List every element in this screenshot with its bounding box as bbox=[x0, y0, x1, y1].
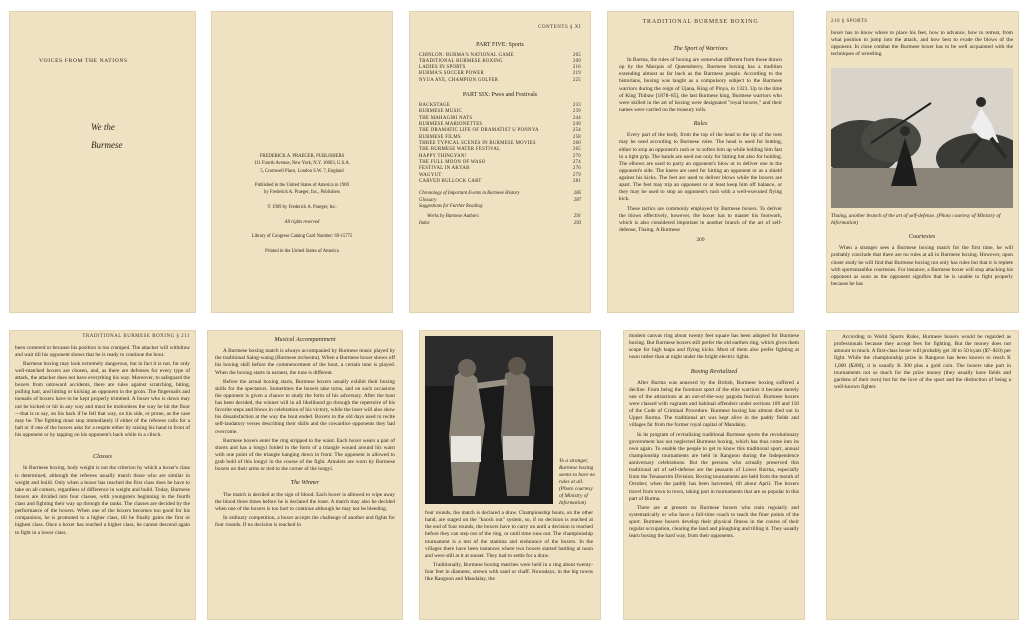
section-heading: Boxing Revitalized bbox=[690, 367, 738, 375]
toc-entry-page: 254 bbox=[572, 128, 581, 134]
copyright-line: All rights reserved bbox=[284, 219, 320, 225]
toc-entry-title: BURMESE FILMS bbox=[419, 134, 461, 140]
book-page-212 bbox=[207, 330, 403, 620]
toc-part-six: PART SIX: Pwes and Festivals bbox=[462, 92, 538, 99]
toc-entry-page: 285 bbox=[573, 191, 581, 197]
toc-entry-title: BACKSTAGE bbox=[419, 103, 451, 109]
toc-part-six-list bbox=[419, 103, 581, 185]
toc-part-five-list bbox=[419, 53, 581, 85]
body-paragraph: When a stranger sees a Burmese boxing match for the first time, he will probably conclude that there are no rules at all in Burmese boxing. However, upon closer study he will find that Burmese boxing not only has rules but that it is replete with sportsmanlike courtesies. For instance, a Burmese boxer will stop attacking his opponent as soon as the opponent signifies that he is unable to fight properly because he has bbox=[831, 245, 1013, 287]
toc-entry-title: CARVED BULLOCK CART bbox=[419, 178, 482, 184]
photo-caption: Thaing, another branch of the art of self-defense. (Photo courtesy of Ministry of Information) bbox=[831, 213, 1001, 227]
book-page-214 bbox=[623, 330, 805, 620]
toc-entry-title: WAGYUT bbox=[419, 172, 442, 178]
toc-entry-page: 293 bbox=[573, 220, 581, 226]
body-paragraph: Every part of the body, from the top of the head to the tip of the toes may be used according to Burmese rules. The head is used for butting, either to stop an opponent's rush or to soften him up while holding him fast in a tight grip. The hands are used not only for hitting but also for holding. The elbows are used to parry an opponent's blow or to deliver one in the opponent's side. The knees are used for hitting an opponent or as a shield against his kicks. The feet are used to deliver blows while the boxers are apart. The feet may trip an opponent or at least keep him off balance, or they may be used to stop an opponent's rush with a well-executed flying kick. bbox=[619, 132, 782, 203]
copyright-line bbox=[221, 211, 383, 218]
photo-boxing-illustration bbox=[425, 336, 553, 504]
book-title-line2: Burmese bbox=[91, 140, 123, 150]
section-heading: The Sport of Warriors bbox=[673, 44, 728, 52]
toc-entry-page: 287 bbox=[573, 197, 581, 203]
body-paragraph: four rounds, the match is declared a draw. Championship bouts, on the other hand, are staged on the "knock out" system, so, if no decision is reached at the end of four rounds, the boxers have to carry on until a decision is reached before they can step out of the ring, or until time runs out. The championship tournament is a test of the stamina and endurance of the boxers. In the villages there have been instances where two boxers started battling at noon and were still at it at sunset. They had to settle for a draw. bbox=[425, 510, 593, 559]
photo-boxing-match bbox=[425, 336, 553, 504]
toc-entry-page: 249 bbox=[572, 122, 581, 128]
running-header: CONTENTS § XI bbox=[538, 25, 581, 30]
page-number: 209 bbox=[696, 237, 705, 244]
copyright-line: Published in the United States of America in 1969 bbox=[255, 183, 349, 189]
section-heading: Classes bbox=[93, 453, 112, 461]
body-paragraph: There are at present no Burmese boxers who train regularly and systematically or who have a full-time coach to teach the finer points of the sport. Burmese boxers develop their physical fitness in the course of their regular occupation, clearing the land and ploughing and tilling it. They usually learn boxing the hard way, from their opponents. bbox=[629, 504, 799, 540]
toc-entry-page: 270 bbox=[572, 153, 581, 159]
toc-entry-page: 225 bbox=[572, 77, 581, 83]
book-title-line1: We the bbox=[91, 122, 115, 132]
body-paragraph: In ordinary competition, a boxer accepts the challenge of another and fights for four rounds. If no decision is reached in bbox=[215, 514, 395, 528]
copyright-line bbox=[221, 240, 383, 247]
body-paragraph: In Burmese boxing, body weight is not the criterion by which a boxer's class is determined, although the referees usually match those who are similar in weight and build. Only when a boxer has reached the first class does he have to take on all comers, regardless of difference in weight and build. Today, Burmese boxers are divided into four classes, with youngsters beginning in the fourth class and fighting their way up through the ranks. The classes are decided by the performance of the boxers. When one of the boxers becomes too good for his companions, he is promoted to a higher class, till he finally gains the first or highest class. Once a boxer has reached a higher class, he cannot descend again to fight in a lower class. bbox=[15, 465, 190, 536]
book-page-213 bbox=[419, 330, 601, 620]
toc-entry-title: Chronology of Important Events in Burmese History bbox=[419, 191, 520, 197]
toc-entry-page: 265 bbox=[572, 147, 581, 153]
book-page-211 bbox=[9, 330, 196, 620]
body-paragraph: A Burmese boxing match is always accompanied by Burmese music played by the traditional Saing-waing (Burmese orchestra). When a Burmese boxer shows off his boxing skill before the commencement of the bout, a certain tune is played. When the boxing starts in earnest, the tune is different. bbox=[215, 348, 395, 376]
body-paragraph: modern canvas ring about twenty feet square has been adopted for Burmese boxing. But Burmese boxers still prefer the old earthen ring, which gives them scope for high leaps and flying kicks. Most of them also prefer fighting at noon rather than at night under the bright electric lights. bbox=[629, 333, 799, 361]
toc-entry-page: 281 bbox=[572, 178, 581, 184]
copyright-line: FREDERICK A. PRAEGER, PUBLISHERS bbox=[259, 154, 345, 159]
copyright-line: 111 Fourth Avenue, New York, N.Y. 10003, U.S.A. bbox=[254, 161, 350, 167]
toc-entry-page: 216 bbox=[572, 65, 581, 71]
book-page-209 bbox=[607, 11, 794, 313]
copyright-line: © 1969 by Frederick A. Praeger, Inc. bbox=[267, 204, 337, 210]
running-header: TRADITIONAL BURMESE BOXING § 211 bbox=[82, 334, 190, 339]
toc-entry-page: 244 bbox=[572, 115, 581, 121]
copyright-line bbox=[221, 197, 383, 204]
toc-entry-title: THREE TYPICAL SCENES IN BURMESE MOVIES bbox=[419, 141, 536, 147]
toc-entry-title: Works by Burmese Authors bbox=[427, 214, 479, 220]
photo-thaing-illustration bbox=[831, 68, 1013, 208]
running-header: 210 § SPORTS bbox=[831, 19, 868, 24]
toc-entry-title: TRADITIONAL BURMESE BOXING bbox=[419, 58, 503, 64]
toc-entry[interactable] bbox=[419, 204, 581, 210]
toc-entry-title: BURMA'S SOCCER POWER bbox=[419, 71, 484, 77]
toc-entry-title: THE DRAMATIC LIFE OF DRAMATIST U PONNYA bbox=[419, 128, 539, 134]
toc-entry-title: LADIES IN SPORTS bbox=[419, 65, 466, 71]
body-paragraph: In Burma, the rules of boxing are somewhat different from those drawn up by the Marquis of Queensberry. Burmese boxing has a tradition extending almost as far back as the Burmese people. According to the historians, boxing was taught as a compulsory subject to the Burmese warriors during the reign of Ujana, King of Pinya, in 1323. Up to the time of King Thibaw [1878–85], the last Burmese king, Burmese warriors who were skilled in the art of boxing were designated "royal boxers," and their names were carried on the treasury rolls. bbox=[619, 57, 782, 113]
section-heading: The Winner bbox=[290, 479, 320, 487]
copyright-line bbox=[221, 175, 383, 182]
body-paragraph: Before the actual boxing starts, Burmese boxers usually exhibit their boxing skills for the spectators. Sometimes the boxers take turns, and on such occasions the opponent is given a chance to study the form of his adversary. After the bout has been decided, the winner will in all likelihood go through the repertoire of his favorite steps and blows in celebration of his victory, while the loser will also show his dissatisfaction at the way the bout ended. Boxers in the old days used to recite self-laudatory verses describing their skills and the cowardice opponents they had overcome. bbox=[215, 378, 395, 435]
book-page-contents bbox=[409, 11, 591, 313]
toc-entry-title: Suggestions for Further Reading: bbox=[419, 203, 484, 209]
toc-entry-page: 233 bbox=[572, 103, 581, 109]
toc-entry-title: NYUA AYE, CHAMPION GOLFER bbox=[419, 77, 499, 83]
toc-entry-title: CHINLON: BURMA'S NATIONAL GAME bbox=[419, 52, 514, 58]
body-paragraph: According to World Sports Rules, Burmese boxers would be regarded as professionals because they accept fees for fighting. But the money does not amount to much. A first-class boxer will probably get 30 to 50 kyats ($7–$10) per fight. While the championship prize in Rangoon has been known to reach K 1,000 ($200), it is usually K 300 plus a gold coin. The boxers take part in tournaments not so much for the prize money (they usually have fields and gardens of their own) but for the love of the sport and the distinction of being a well-known fighter. bbox=[834, 334, 1011, 390]
photo-thaing-self-defense bbox=[831, 68, 1013, 208]
body-paragraph: Burmese boxing may look extremely dangerous, but in fact it is not, for only well-matched boxers are chosen, and, as there are defenses for every type of attack, the attacker does not have everything his way. Moreover, to safeguard the boxers from untoward accidents, there are rules against scratching, biting, pulling hair, and hitting or kicking an opponent in the groin. The fingernails and toenails of boxers have to be kept properly trimmed. A boxer who is down may not be kicked or hit in any way and must lie motionless the way he hit the floor—that is to say, on his back if he fell that way, on his side, or prone, as the case may be. The fighting must stop immediately if either of the referees calls for a halt or if one of the boxers asks for a respite either by raising his hand in front of his opponent or by tapping on his opponent's back while in a clinch. bbox=[15, 360, 190, 439]
body-paragraph: Burmese boxers enter the ring stripped to the waist. Each boxer wears a pair of shorts and has a longyi folded in the form of a triangle wound around his waist with one point of the triangle hanging down in front. The opponent is allowed to grab hold of this longyi in the course of the fight. Amulets are worn by Burmese boxers on their arms or tied to the corner of the longyi. bbox=[215, 437, 395, 473]
toc-entry-page: 260 bbox=[572, 141, 581, 147]
toc-entry-title: THE FULL MOON OF WASO bbox=[419, 160, 486, 165]
toc-entry-page: 219 bbox=[572, 71, 581, 77]
toc-entry-page: 209 bbox=[572, 58, 581, 64]
toc-entry-page: 274 bbox=[572, 160, 581, 165]
copyright-block bbox=[221, 153, 383, 255]
section-heading: Courtesies bbox=[908, 233, 936, 241]
toc-entry-page: 239 bbox=[572, 109, 581, 115]
toc-entry[interactable] bbox=[419, 179, 581, 185]
toc-entry-title: FESTIVAL IN AKYAB bbox=[419, 166, 470, 172]
toc-entry[interactable] bbox=[419, 78, 581, 84]
book-page-copyright bbox=[211, 11, 393, 313]
book-page-215 bbox=[826, 330, 1019, 620]
series-header: VOICES FROM THE NATIONS bbox=[39, 58, 128, 64]
body-paragraph: These tactics are commonly employed by Burmese boxers. To deliver the blows effectively, however, the boxer has to master his footwork, which is also considered important in another branch of the art of self-defense, Thaing. A Burmese bbox=[619, 205, 782, 233]
copyright-line: by Frederick A. Praeger, Inc., Publishers bbox=[264, 190, 340, 196]
photo-caption: To a stranger, Burmese boxing seems to have no rules at all. (Photo courtesy of Ministry of Information) bbox=[559, 458, 596, 506]
toc-entry-title: HAPPY THINGYAN! bbox=[419, 153, 467, 159]
toc-backmatter-list bbox=[419, 191, 581, 210]
toc-entry-title: THE BURMESE WATER FESTIVAL bbox=[419, 147, 501, 153]
toc-entry-title: BURMESE MARIONETTES bbox=[419, 122, 483, 128]
copyright-line: Library of Congress Catalog Card Number: 69-15775 bbox=[251, 234, 353, 240]
section-heading: Rules bbox=[693, 120, 708, 128]
body-paragraph: boxer has to know where to place his feet, how to advance, how to retreat, from what position to jump into the attack, and how best to evade the blows of the opponent. In close combat the Burmese boxer has to be well acquainted with the techniques of wrestling. bbox=[831, 29, 1013, 57]
section-heading: Musical Accompaniment bbox=[274, 336, 336, 343]
toc-entry-page: 276 bbox=[572, 166, 581, 172]
body-paragraph: Traditionally, Burmese boxing matches were held in a ring about twenty-four feet in diameter, strewn with sand or chaff. Nowadays, in the big towns like Rangoon and Mandalay, the bbox=[425, 561, 593, 583]
toc-entry-title: Glossary bbox=[419, 197, 437, 203]
toc-entry-title: THE MAHAGIRI NATS bbox=[419, 115, 473, 121]
body-paragraph: In its program of revitalizing traditional Burmese sports the revolutionary government has not neglected Burmese boxing, which has thus come into its own again. To enable the people to get to know this traditional sport, annual championship tournaments are held in Rangoon during the Independence anniversary celebrations. But the persons who actually preserved this traditional art of self-defense are the peasants of Lower Burma, especially from the Tenasserim Division. Boxing tournaments are held from the month of October, when the paddy has been harvested, till about April. The boxers travel from town to town, taking part in tournaments that are so popular in this part of Burma. bbox=[629, 431, 799, 502]
toc-entry-page: 205 bbox=[572, 52, 581, 58]
body-paragraph: been cornered or because his position is too cramped. The attacker will withdraw and wait till his opponent shows that he is ready to continue the bout. bbox=[15, 344, 190, 358]
toc-entry-title: BURMESE MUSIC bbox=[419, 109, 462, 115]
toc-entry-page: 279 bbox=[572, 172, 581, 178]
toc-entry-title: Index bbox=[419, 220, 430, 226]
body-paragraph: The match is decided at the sign of blood. Each boxer is allowed to wipe away the blood three times before he is declared the loser. A match may also be decided when one of the boxers is too hurt to continue although he may not be bleeding. bbox=[215, 491, 395, 512]
toc-entry[interactable] bbox=[419, 221, 581, 227]
toc-entry-page: 291 bbox=[573, 214, 581, 220]
copyright-line: Printed in the United States of America bbox=[265, 248, 339, 254]
toc-entry-page: 258 bbox=[572, 134, 581, 140]
running-header: TRADITIONAL BURMESE BOXING bbox=[642, 19, 759, 25]
book-page-210 bbox=[826, 11, 1019, 313]
body-paragraph: After Burma was annexed by the British, Burmese boxing suffered a decline. From being the foremost sport of the elite warriors it became merely one of the attractions at an out-of-the-way pagoda festival. Burmese boxers were classed with vagrants and habitual offenders under sections 109 and 110 of the Code of Criminal Procedure. Burmese boxing has almost died out in Upper Burma. The traditional art was kept alive in the paddy fields and villages far from the former royal capital of Mandalay. bbox=[629, 379, 799, 429]
copyright-line bbox=[221, 226, 383, 233]
copyright-line: 5, Cromwell Place, London S.W. 7, England bbox=[260, 168, 344, 174]
toc-part-five: PART FIVE: Sports bbox=[476, 41, 524, 48]
book-page-half-title bbox=[9, 11, 196, 313]
